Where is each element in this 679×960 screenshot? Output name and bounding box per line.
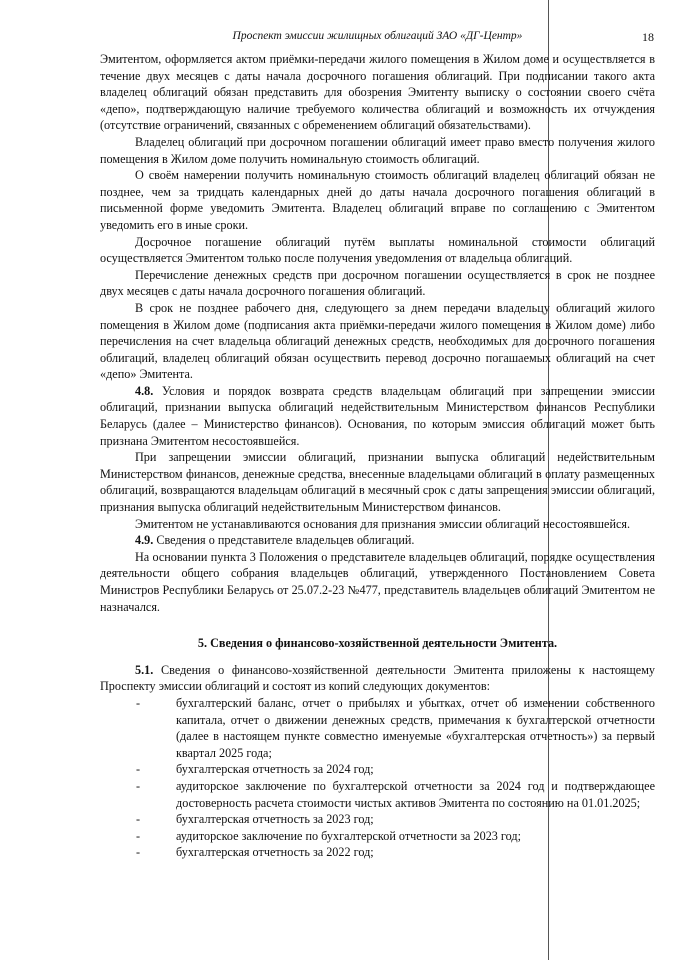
paragraph: При запрещении эмиссии облигаций, признании выпуска облигаций недействительным Министерством финансов, денежные средства, внесенные владельцами облигаций в оплату размещенных облигаций, возвращаются владельцам облигаций в месячный срок с даты запрещения эмиссии облигаций, признания выпуска облигаций недействительным Министерством финансов. — [100, 450, 655, 515]
list-item-text: аудиторское заключение по бухгалтерской отчетности за 2023 год; — [176, 828, 521, 843]
section-4-9 — [100, 532, 655, 549]
paragraph: Эмитентом, оформляется актом приёмки-передачи жилого помещения в Жилом доме и осуществляется в течение двух месяцев с даты начала досрочного погашения облигаций. При подписании такого акта владелец облигаций обязан представить для обозрения Эмитенту выписку о состоянии своего счёта «депо», подтверждающую наличие требуемого количества облигаций и возможность их отчуждения (отсутствие ограничений, связанных с обременением облигаций обязательствами). — [100, 52, 655, 133]
list-bullet: - — [135, 845, 141, 860]
section-number: 5.1. — [135, 662, 154, 677]
list-item-text: бухгалтерская отчетность за 2022 год; — [176, 845, 374, 860]
running-header: Проспект эмиссии жилищных облигаций ЗАО «ДГ-Центр» — [232, 30, 523, 42]
list-item — [100, 695, 655, 761]
list-item — [100, 761, 655, 778]
list-item-text: бухгалтерская отчетность за 2023 год; — [176, 812, 374, 827]
list-item — [100, 811, 655, 828]
list-item-text: бухгалтерская отчетность за 2024 год; — [176, 762, 374, 777]
list-item — [100, 778, 655, 811]
paragraph: Эмитентом не устанавливаются основания для признания эмиссии облигаций несостоявшейся. — [135, 516, 631, 531]
list-bullet: - — [135, 762, 141, 777]
paragraph: Владелец облигаций при досрочном погашении облигаций имеет право вместо получения жилого помещения в Жилом доме получить номинальную стоимость облигаций. — [100, 134, 655, 166]
list-bullet: - — [135, 828, 141, 843]
document-body — [100, 51, 655, 861]
section-number: 4.9. — [135, 533, 154, 548]
paragraph: Перечисление денежных средств при досрочном погашении осуществляется в срок не позднее двух месяцев с даты начала досрочного погашения облигаций. — [100, 267, 655, 299]
list-item-text: бухгалтерский баланс, отчет о прибылях и убытках, отчет об изменении собственного капитала, отчет о движении денежных средств, примечания к бухгалтерской отчетности (далее в настоящем пункте совместно именуемые «бухгалтерская отчетность») за первый квартал 2025 года; — [176, 695, 655, 760]
section-5-title: 5. Сведения о финансово-хозяйственной деятельности Эмитента. — [197, 636, 558, 651]
section-5-1 — [100, 662, 655, 695]
list-bullet: - — [135, 812, 141, 827]
section-heading-text: Условия и порядок возврата средств владельцам облигаций при запрещении эмиссии облигаций, признании выпуска облигаций недействительным Министерством финансов Республики Беларусь (далее – Министерство финансов). Основания, по которым эмиссия облигаций может быть признана Эмитентом несостоявшейся. — [100, 383, 655, 448]
section-number: 4.8. — [135, 383, 154, 398]
paragraph: В срок не позднее рабочего дня, следующего за днем передачи владельцу облигаций жилого помещения в Жилом доме (подписания акта приёмки-передачи жилого помещения в Жилом доме) либо перечисления на счет владельца облигаций денежных средств, необходимых для досрочного погашения облигаций, владелец облигаций обязан осуществить перевод досрочно погашаемых облигаций на счет «депо» Эмитента. — [100, 300, 655, 382]
section-heading-text: Сведения о представителе владельцев облигаций. — [153, 533, 415, 548]
paragraph: Досрочное погашение облигаций путём выплаты номинальной стоимости облигаций осуществляется Эмитентом только после получения уведомления от владельца облигаций. — [100, 234, 655, 266]
list-item — [100, 828, 655, 845]
list-item — [100, 844, 655, 861]
section-4-8 — [100, 383, 655, 449]
list-item-text: аудиторское заключение по бухгалтерской отчетности за 2024 год и подтверждающее достоверность расчета стоимости чистых активов Эмитента по состоянию на 01.01.2025; — [176, 778, 655, 810]
page-number: 18 — [642, 30, 654, 44]
paragraph: О своём намерении получить номинальную стоимость облигаций владелец облигаций обязан не позднее, чем за тридцать календарных дней до даты начала досрочного погашения облигаций в письменной форме уведомить Эмитента. Владелец облигаций вправе по соглашению с Эмитентом уведомить его в иные сроки. — [100, 168, 655, 232]
list-bullet: - — [135, 695, 141, 710]
list-bullet: - — [135, 778, 141, 793]
paragraph: На основании пункта 3 Положения о представителе владельцев облигаций, порядке осуществления деятельности общего собрания владельцев облигаций, утвержденного Постановлением Совета Министров Республики Беларусь от 25.07.2-23 №477, представитель владельцев облигаций Эмитентом не назначался. — [100, 549, 655, 614]
section-heading-text: Сведения о финансово-хозяйственной деятельности Эмитента приложены к настоящему Проспекту эмиссии облигаций и состоят из копий следующих документов: — [100, 662, 655, 694]
